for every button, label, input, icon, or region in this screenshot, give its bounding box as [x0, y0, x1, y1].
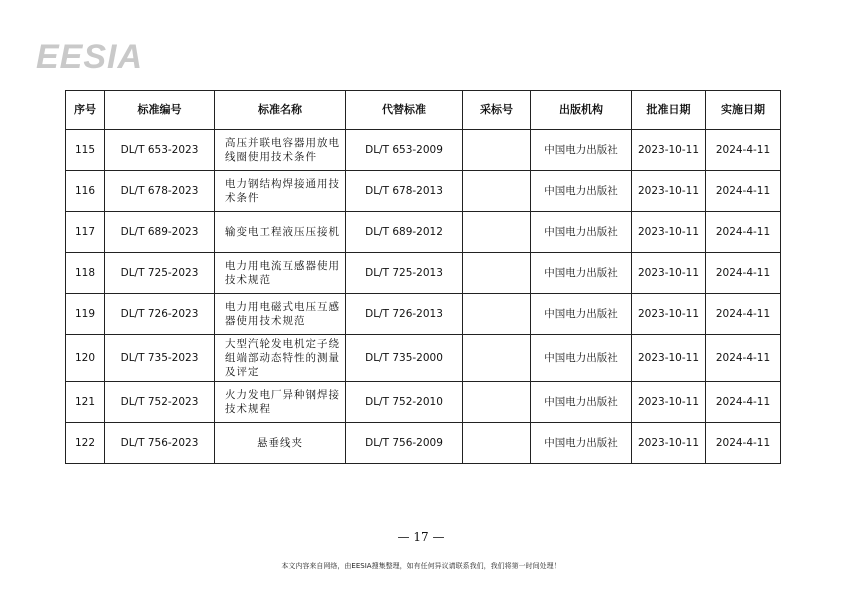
cell-approved: 2023-10-11: [632, 423, 706, 464]
cell-adopted: [463, 130, 531, 171]
cell-publisher: 中国电力出版社: [531, 294, 632, 335]
cell-serial: 115: [66, 130, 105, 171]
header-publisher: 出版机构: [531, 91, 632, 130]
cell-replaces: DL/T 689-2012: [346, 212, 463, 253]
cell-replaces: DL/T 725-2013: [346, 253, 463, 294]
cell-replaces: DL/T 756-2009: [346, 423, 463, 464]
cell-name: 大型汽轮发电机定子绕组端部动态特性的测量及评定: [215, 335, 346, 382]
cell-adopted: [463, 171, 531, 212]
cell-replaces: DL/T 735-2000: [346, 335, 463, 382]
cell-code: DL/T 653-2023: [105, 130, 215, 171]
cell-adopted: [463, 335, 531, 382]
table-row: [66, 382, 781, 423]
cell-replaces: DL/T 752-2010: [346, 382, 463, 423]
eesia-logo: EESIA: [36, 38, 144, 76]
cell-code: DL/T 725-2023: [105, 253, 215, 294]
cell-code: DL/T 756-2023: [105, 423, 215, 464]
cell-code: DL/T 678-2023: [105, 171, 215, 212]
cell-adopted: [463, 423, 531, 464]
page-number: — 17 —: [397, 530, 445, 544]
cell-effective: 2024-4-11: [706, 130, 781, 171]
footer-disclaimer: 本文内容来自网络，由EESIA搜集整理，如有任何异议请联系我们，我们将第一时间处理！: [281, 562, 561, 570]
cell-effective: 2024-4-11: [706, 253, 781, 294]
cell-name: 悬垂线夹: [215, 423, 346, 464]
table-row: [66, 253, 781, 294]
cell-name: 电力用电流互感器使用技术规范: [215, 253, 346, 294]
cell-effective: 2024-4-11: [706, 382, 781, 423]
cell-effective: 2024-4-11: [706, 423, 781, 464]
table-row: [66, 171, 781, 212]
cell-name: 高压并联电容器用放电线圈使用技术条件: [215, 130, 346, 171]
table-row: [66, 294, 781, 335]
cell-serial: 121: [66, 382, 105, 423]
header-adopted-no: 采标号: [463, 91, 531, 130]
cell-serial: 120: [66, 335, 105, 382]
standards-table: [65, 90, 781, 464]
cell-publisher: 中国电力出版社: [531, 335, 632, 382]
cell-effective: 2024-4-11: [706, 171, 781, 212]
cell-approved: 2023-10-11: [632, 294, 706, 335]
cell-approved: 2023-10-11: [632, 335, 706, 382]
table-header-row: [66, 91, 781, 130]
header-standard-code: 标准编号: [105, 91, 215, 130]
table-row: [66, 130, 781, 171]
cell-adopted: [463, 294, 531, 335]
cell-code: DL/T 752-2023: [105, 382, 215, 423]
cell-replaces: DL/T 726-2013: [346, 294, 463, 335]
header-replaces: 代替标准: [346, 91, 463, 130]
cell-code: DL/T 726-2023: [105, 294, 215, 335]
cell-approved: 2023-10-11: [632, 130, 706, 171]
cell-effective: 2024-4-11: [706, 212, 781, 253]
cell-code: DL/T 689-2023: [105, 212, 215, 253]
cell-serial: 117: [66, 212, 105, 253]
cell-name: 输变电工程液压压接机: [215, 212, 346, 253]
cell-publisher: 中国电力出版社: [531, 212, 632, 253]
table-row: [66, 335, 781, 382]
cell-publisher: 中国电力出版社: [531, 130, 632, 171]
cell-name: 电力钢结构焊接通用技术条件: [215, 171, 346, 212]
cell-approved: 2023-10-11: [632, 253, 706, 294]
cell-name: 电力用电磁式电压互感器使用技术规范: [215, 294, 346, 335]
header-approval-date: 批准日期: [632, 91, 706, 130]
cell-name: 火力发电厂异种钢焊接技术规程: [215, 382, 346, 423]
header-effective-date: 实施日期: [706, 91, 781, 130]
cell-publisher: 中国电力出版社: [531, 253, 632, 294]
cell-serial: 116: [66, 171, 105, 212]
cell-publisher: 中国电力出版社: [531, 171, 632, 212]
cell-replaces: DL/T 678-2013: [346, 171, 463, 212]
cell-adopted: [463, 253, 531, 294]
cell-publisher: 中国电力出版社: [531, 382, 632, 423]
cell-publisher: 中国电力出版社: [531, 423, 632, 464]
cell-effective: 2024-4-11: [706, 335, 781, 382]
cell-approved: 2023-10-11: [632, 382, 706, 423]
header-standard-name: 标准名称: [215, 91, 346, 130]
cell-approved: 2023-10-11: [632, 212, 706, 253]
cell-serial: 119: [66, 294, 105, 335]
cell-approved: 2023-10-11: [632, 171, 706, 212]
cell-effective: 2024-4-11: [706, 294, 781, 335]
cell-adopted: [463, 382, 531, 423]
table-row: [66, 423, 781, 464]
cell-replaces: DL/T 653-2009: [346, 130, 463, 171]
cell-serial: 118: [66, 253, 105, 294]
cell-code: DL/T 735-2023: [105, 335, 215, 382]
header-serial: 序号: [66, 91, 105, 130]
table-row: [66, 212, 781, 253]
cell-adopted: [463, 212, 531, 253]
cell-serial: 122: [66, 423, 105, 464]
